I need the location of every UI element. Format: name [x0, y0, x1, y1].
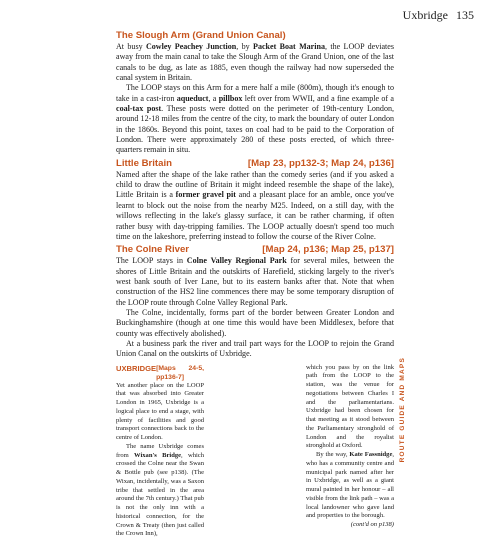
paragraph: By the way, Kate Fassnidge, who has a community centre and municipal park named after her in Uxbridge, as well as a giant mural painted in her honour – all visible from the link path – was a local landowner who gave land and properties to the borough.	[306, 451, 394, 520]
section-heading-uxbridge: UXBRIDGE [Maps 24-5, pp136-7]	[116, 363, 204, 381]
column-left	[116, 364, 204, 539]
page-number: 135	[456, 8, 474, 22]
paragraph: The LOOP stays in Colne Valley Regional Park for several miles, between the shores of Little Britain and the outskirts of Harefield, sticking largely to the river's west bank south of Iver Lane, but to its eastern banks after that. Note that when construction of the HS2 line commences there may be some temporary disruption of the LOOP route through Colne Valley Regional Park.	[116, 256, 395, 307]
paragraph: At a business park the river and trail part ways for the LOOP to rejoin the Grand Union Canal on the outskirts of Uxbridge.	[116, 338, 394, 359]
map-reference: [Maps 24-5, pp136-7]	[156, 364, 204, 381]
map-reference: [Map 23, pp132-3; Map 24, p136]	[247, 157, 394, 169]
uxbridge-columns	[116, 364, 394, 539]
main-text	[116, 30, 394, 539]
running-head-title: Uxbridge	[402, 8, 448, 22]
paragraph: The LOOP stays on this Arm for a mere half a mile (800m), though it's enough to take in a cast-iron aqueduct, a pillbox left over from WWII, and a fine example of a coal-tax post. These posts were dotted on the perimeter of 19th-century London, around 12-18 miles from the centre of the city, to mark the boundary of outer London in the 1860s. Beyond this point, taxes on coal had to be paid to the Corporation of London. There were approximately 280 of these posts erected, of which three-quarters remain in situ.	[116, 83, 395, 155]
continued-note: (cont'd on p138)	[350, 521, 394, 529]
paragraph: Yet another place on the LOOP that was absorbed into Greater London in 1965, Uxbridge is a logical place to end a stage, with plenty of facilities and good transport connections back to the centre of London.	[116, 381, 204, 442]
paragraph: which you pass by on the link path from the LOOP to the station, was the venue for negotiations between Charles I and the parliamentarians. Uxbridge had been chosen for that meeting as it stood between the Parliamentary stronghold of London and the royalist stronghold at Oxford.	[306, 363, 394, 450]
column-right	[306, 364, 394, 539]
side-tab-label: ROUTE GUIDE AND MAPS	[398, 357, 406, 463]
paragraph: Named after the shape of the lake rather than the comedy series (and if you asked a child to draw the outline of Britain it might indeed resemble the shape of the lake), Little Britain is a former gravel pit and a pleasant place for an amble, once you've learnt to block out the noise from the nearby M25. Indeed, on a still day, with the willows reflecting in the lake's glassy surface, it can be rather charming, if often rather busy with day-tripping families. The LOOP actually doesn't spend too much time on the lakeshore, preferring instead to follow the course of the River Colne.	[116, 169, 395, 241]
paragraph: At busy Cowley Peachey Junction, by Packet Boat Marina, the LOOP deviates away from the main canal to take the Slough Arm of the Grand Union, one of the last canals to be dug, as late as 1885, even though the railway had now superseded the canal system in Britain.	[116, 42, 394, 83]
map-reference: [Map 24, p136; Map 25, p137]	[262, 244, 394, 256]
section-heading-little-britain: Little Britain [Map 23, pp132-3; Map 24, p136]	[116, 157, 394, 169]
paragraph: The name Uxbridge comes from Wixan's Bridge, which crossed the Colne near the Swan & Bottle pub (see p138). (The Wixan, incidentally, was a Saxon tribe that settled in the area around the 7th century.) That pub is not the only inn with a historical connection, for the Crown & Treaty (then just called the Crown Inn),	[116, 442, 204, 538]
section-heading-colne-river: The Colne River [Map 24, p136; Map 25, p137]	[116, 244, 394, 256]
section-heading-slough-arm: The Slough Arm (Grand Union Canal)	[116, 30, 286, 41]
paragraph: The Colne, incidentally, forms part of the border between Greater London and Buckinghamshire (though at one time this would have been Middlesex, before that county was effectively abolished).	[116, 307, 394, 338]
running-head	[403, 8, 474, 23]
side-tab	[396, 320, 408, 500]
